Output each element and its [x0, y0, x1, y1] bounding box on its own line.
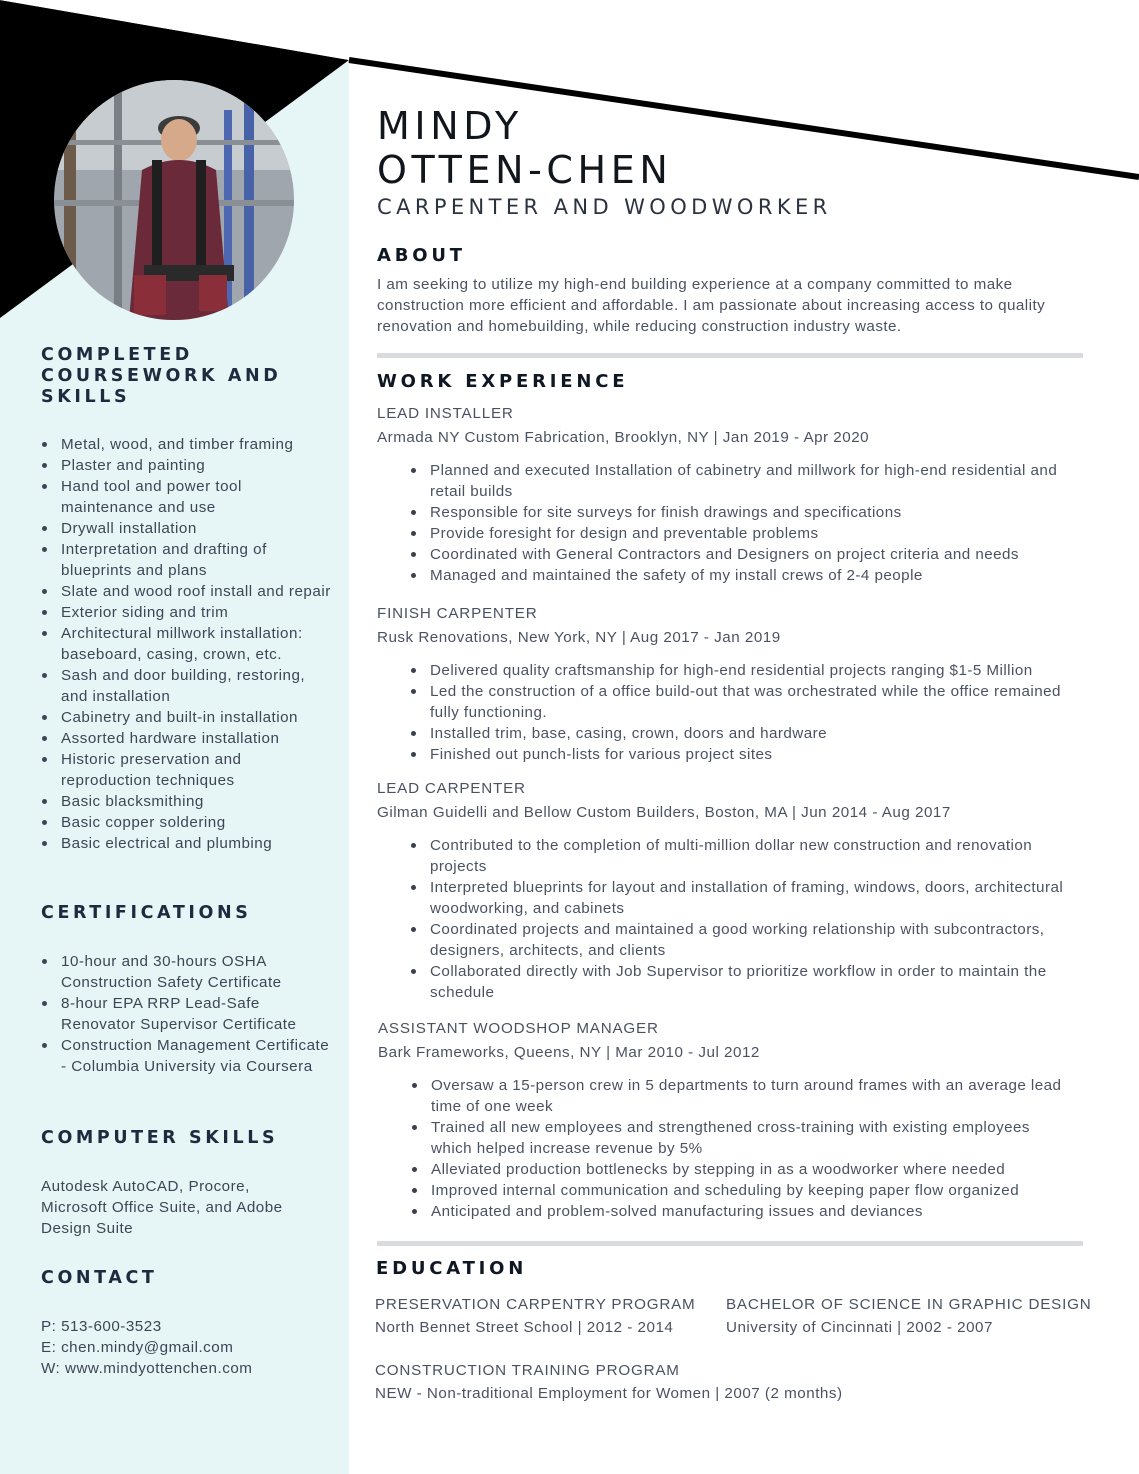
- work-heading: WORK EXPERIENCE: [377, 371, 629, 392]
- contact-phone[interactable]: P: 513-600-3523: [41, 1318, 162, 1335]
- skill-item: Assorted hardware installation: [41, 728, 331, 749]
- job-entry-title: LEAD CARPENTER: [377, 780, 526, 797]
- contact-email[interactable]: E: chen.mindy@gmail.com: [41, 1339, 234, 1356]
- education-title: PRESERVATION CARPENTRY PROGRAM: [375, 1296, 696, 1313]
- profile-photo: [54, 80, 294, 320]
- job-bullets: [411, 1075, 1071, 1222]
- job-title-subtitle: CARPENTER AND WOODWORKER: [377, 195, 832, 219]
- job-entry: [378, 1019, 1088, 1222]
- education-item: [726, 1295, 1091, 1338]
- job-entry-title: FINISH CARPENTER: [377, 605, 538, 622]
- job-bullet: Interpreted blueprints for layout and installation of framing, windows, doors, architectural woodworking, and cabinets: [410, 877, 1070, 919]
- job-bullet: Collaborated directly with Job Supervisor to prioritize workflow in order to maintain the schedule: [410, 961, 1070, 1003]
- education-meta: NEW - Non-traditional Employment for Women | 2007 (2 months): [375, 1385, 843, 1402]
- job-bullet: Led the construction of a office build-out that was orchestrated while the office remained fully functioning.: [410, 681, 1070, 723]
- job-entry-meta: Armada NY Custom Fabrication, Brooklyn, NY | Jan 2019 - Apr 2020: [377, 429, 870, 446]
- job-bullet: Installed trim, base, casing, crown, doors and hardware: [410, 723, 1070, 744]
- job-bullets: [410, 660, 1070, 765]
- job-bullet: Trained all new employees and strengthened cross-training with existing employees which helped increase revenue by 5%: [411, 1117, 1071, 1159]
- about-text: I am seeking to utilize my high-end building experience at a company committed to make construction more efficient and affordable. I am passionate about increasing access to quality renovation and homebuilding, while reducing construction industry waste.: [377, 276, 1046, 335]
- education-meta: University of Cincinnati | 2002 - 2007: [726, 1319, 993, 1336]
- computer-skills-heading: COMPUTER SKILLS: [41, 1128, 279, 1148]
- job-bullet: Alleviated production bottlenecks by stepping in as a woodworker where needed: [411, 1159, 1071, 1180]
- job-bullets: [410, 460, 1070, 586]
- job-bullet: Responsible for site surveys for finish drawings and specifications: [410, 502, 1070, 523]
- job-entry-meta: Bark Frameworks, Queens, NY | Mar 2010 - Jul 2012: [378, 1044, 760, 1061]
- job-entry-meta: Gilman Guidelli and Bellow Custom Builders, Boston, MA | Jun 2014 - Aug 2017: [377, 804, 951, 821]
- skill-item: Drywall installation: [41, 518, 331, 539]
- skill-item: Basic blacksmithing: [41, 791, 331, 812]
- job-bullet: Anticipated and problem-solved manufacturing issues and deviances: [411, 1201, 1071, 1222]
- computer-skills-text: Autodesk AutoCAD, Procore, Microsoft Office Suite, and Adobe Design Suite: [41, 1178, 283, 1237]
- job-bullet: Planned and executed Installation of cabinetry and millwork for high-end residential and retail builds: [410, 460, 1070, 502]
- name-block: [377, 104, 1087, 220]
- name-last: OTTEN-CHEN: [377, 148, 673, 192]
- education-meta: North Bennet Street School | 2012 - 2014: [375, 1319, 674, 1336]
- skill-item: Plaster and painting: [41, 455, 331, 476]
- job-bullet: Finished out punch-lists for various project sites: [410, 744, 1070, 765]
- divider-rule: [377, 353, 1083, 358]
- portrait-photo-icon: [54, 80, 294, 320]
- skill-item: Sash and door building, restoring, and installation: [41, 665, 331, 707]
- certification-item: 8-hour EPA RRP Lead-Safe Renovator Supervisor Certificate: [41, 993, 331, 1035]
- job-bullet: Coordinated projects and maintained a good working relationship with subcontractors, designers, architects, and clients: [410, 919, 1070, 961]
- name-first: MINDY: [377, 104, 523, 148]
- job-bullet: Delivered quality craftsmanship for high-end residential projects ranging $1-5 Million: [410, 660, 1070, 681]
- coursework-list: [41, 434, 331, 854]
- skill-item: Exterior siding and trim: [41, 602, 331, 623]
- about-heading: ABOUT: [377, 245, 466, 266]
- divider-rule: [377, 1241, 1083, 1246]
- education-title: CONSTRUCTION TRAINING PROGRAM: [375, 1362, 680, 1379]
- education-heading: EDUCATION: [376, 1258, 528, 1279]
- contact-section: [41, 1268, 331, 1379]
- computer-skills-section: [41, 1128, 331, 1239]
- job-entry: [377, 404, 1087, 586]
- education-item: [375, 1295, 696, 1338]
- skill-item: Basic electrical and plumbing: [41, 833, 331, 854]
- certifications-list: [41, 951, 331, 1077]
- job-bullet: Coordinated with General Contractors and Designers on project criteria and needs: [410, 544, 1070, 565]
- job-bullet: Improved internal communication and scheduling by keeping paper flow organized: [411, 1180, 1071, 1201]
- job-entry-title: LEAD INSTALLER: [377, 405, 514, 422]
- skill-item: Hand tool and power tool maintenance and use: [41, 476, 331, 518]
- job-bullet: Oversaw a 15-person crew in 5 departments to turn around frames with an average lead time of one week: [411, 1075, 1071, 1117]
- skill-item: Cabinetry and built-in installation: [41, 707, 331, 728]
- about-section: [377, 245, 1087, 337]
- education-title: BACHELOR OF SCIENCE IN GRAPHIC DESIGN: [726, 1296, 1092, 1313]
- job-bullet: Contributed to the completion of multi-million dollar new construction and renovation projects: [410, 835, 1070, 877]
- certifications-heading: CERTIFICATIONS: [41, 903, 252, 923]
- job-entry-title: ASSISTANT WOODSHOP MANAGER: [378, 1020, 659, 1037]
- coursework-section: [41, 345, 331, 854]
- skill-item: Historic preservation and reproduction techniques: [41, 749, 331, 791]
- certifications-section: [41, 903, 331, 1077]
- certification-item: Construction Management Certificate - Columbia University via Coursera: [41, 1035, 331, 1077]
- job-bullet: Provide foresight for design and preventable problems: [410, 523, 1070, 544]
- skill-item: Interpretation and drafting of blueprints and plans: [41, 539, 331, 581]
- job-entry: [377, 604, 1087, 765]
- skill-item: Architectural millwork installation: baseboard, casing, crown, etc.: [41, 623, 331, 665]
- skill-item: Slate and wood roof install and repair: [41, 581, 331, 602]
- skill-item: Metal, wood, and timber framing: [41, 434, 331, 455]
- certification-item: 10-hour and 30-hours OSHA Construction Safety Certificate: [41, 951, 331, 993]
- work-section: [377, 371, 1087, 393]
- education-section: [376, 1258, 1086, 1280]
- job-entry: [377, 779, 1087, 1003]
- job-entry-meta: Rusk Renovations, New York, NY | Aug 2017 - Jan 2019: [377, 629, 781, 646]
- coursework-heading: COMPLETED COURSEWORK AND SKILLS: [41, 345, 282, 407]
- contact-website[interactable]: W: www.mindyottenchen.com: [41, 1360, 253, 1377]
- job-bullet: Managed and maintained the safety of my install crews of 2-4 people: [410, 565, 1070, 586]
- job-bullets: [410, 835, 1070, 1003]
- education-item: [375, 1361, 843, 1404]
- contact-heading: CONTACT: [41, 1268, 158, 1288]
- skill-item: Basic copper soldering: [41, 812, 331, 833]
